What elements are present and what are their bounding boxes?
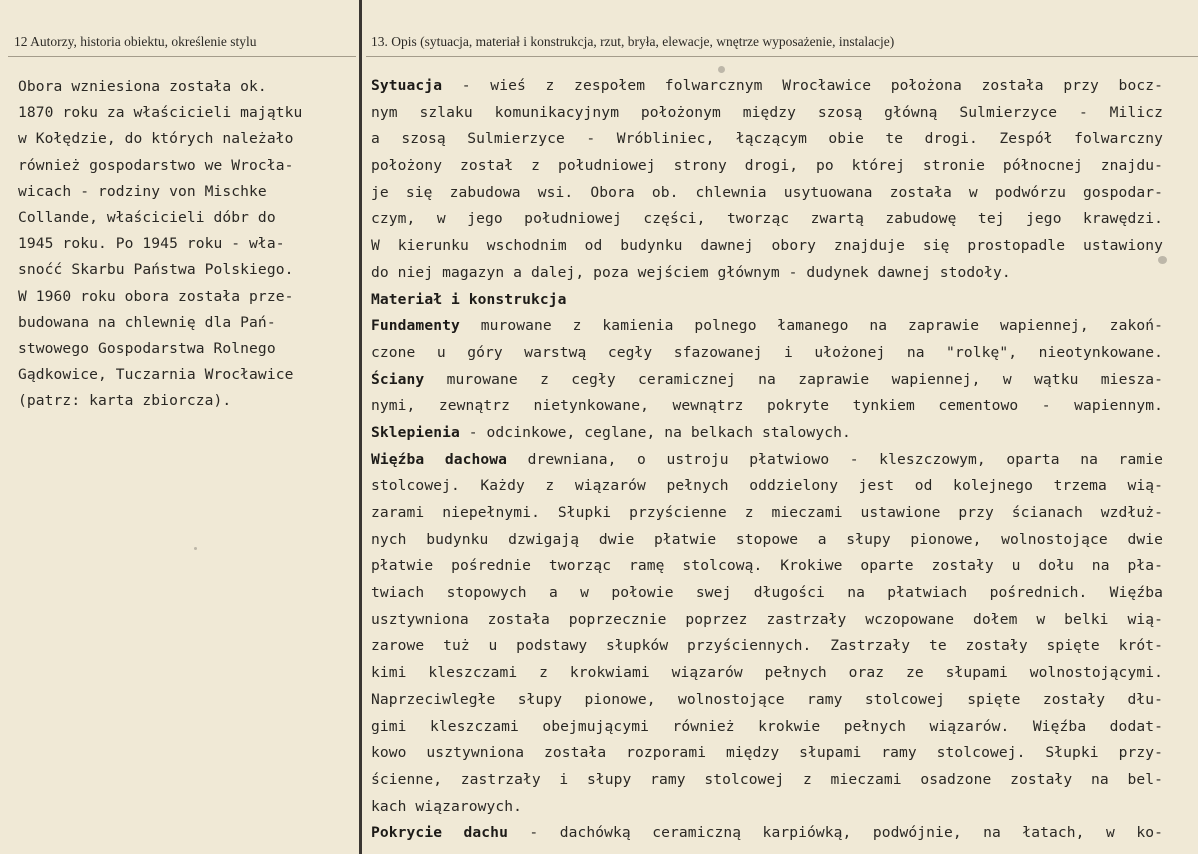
text-line bbox=[371, 553, 1163, 580]
text-line bbox=[371, 367, 1163, 394]
left-column bbox=[0, 0, 362, 854]
ink-speck bbox=[194, 547, 197, 550]
text-line bbox=[371, 740, 1163, 767]
line-text: gimi kleszczami obejmującymi również krokwie pełnych wiązarów. Więźba dodat- bbox=[371, 717, 1163, 735]
text-line bbox=[371, 767, 1163, 794]
line-text: - dachówką ceramiczną karpiówką, podwójnie, na łatach, w ko- bbox=[507, 824, 1163, 842]
line-text: a szosą Sulmierzyce - Wróbliniec, łączącym obie te drogi. Zespół folwarczny bbox=[371, 130, 1163, 148]
line-text: położony został z południowej strony drogi, po której stronie północnej znajdu- bbox=[371, 157, 1163, 175]
line-text: zarami niepełnymi. Słupki przyścienne z mieczami ustawione przy ścianach wzdłuż- bbox=[371, 504, 1163, 521]
text-line bbox=[371, 580, 1163, 607]
text-line bbox=[371, 100, 1163, 127]
text-line bbox=[371, 527, 1163, 554]
text-line bbox=[371, 73, 1163, 100]
text-line: (patrz: karta zbiorcza). bbox=[18, 392, 232, 410]
left-column-header: 12 Autorzy, historia obiektu, określenie stylu bbox=[14, 34, 257, 49]
line-text: ścienne, zastrzały i słupy ramy stolcowej z mieczami osadzone zostały na bel- bbox=[371, 770, 1163, 788]
section-heading: Sklepienia bbox=[371, 423, 460, 441]
text-line bbox=[371, 260, 1163, 287]
text-line bbox=[371, 287, 1163, 314]
text-line: Obora wzniesiona została ok. bbox=[18, 78, 267, 95]
section-heading: Ściany bbox=[371, 370, 425, 388]
line-text: - odcinkowe, ceglane, na belkach stalowych. bbox=[459, 423, 851, 441]
ink-speck bbox=[1158, 256, 1167, 264]
line-text: stolcowej. Każdy z wiązarów pełnych oddzielony jest od kolejnego trzema wią- bbox=[371, 477, 1163, 495]
line-text: drewniana, o ustroju płatwiowo - kleszczowym, oparta na ramie bbox=[507, 450, 1163, 468]
right-column-header: 13. Opis (sytuacja, materiał i konstrukcja, rzut, bryła, elewacje, wnętrze wyposażenie, instalacje) bbox=[371, 34, 895, 49]
line-text: nymi, zewnątrz nietynkowane, wewnątrz pokryte tynkiem cementowo - wapiennym. bbox=[371, 397, 1163, 415]
text-line: budowana na chlewnię dla Pań- bbox=[18, 313, 276, 331]
text-line bbox=[371, 633, 1163, 660]
line-text: murowane z cegły ceramicznej na zaprawie wapiennej, w wątku miesza- bbox=[424, 370, 1163, 388]
text-line bbox=[371, 660, 1163, 687]
text-line: wicach - rodziny von Mischke bbox=[18, 182, 267, 200]
line-text: murowane z kamienia polnego łamanego na zaprawie wapiennej, zakoń- bbox=[459, 317, 1163, 335]
text-line bbox=[371, 233, 1163, 260]
line-text: Naprzeciwległe słupy pionowe, wolnostojące ramy stolcowej spięte zostały dłu- bbox=[371, 690, 1163, 708]
line-text: czym, w jego południowej części, tworząc zwartą zabudowę tej jego krawędzi. bbox=[371, 210, 1163, 228]
line-text: - wieś z zespołem folwarcznym Wrocławice położona została przy bocz- bbox=[442, 77, 1163, 94]
text-line: Gądkowice, Tuczarnia Wrocławice bbox=[18, 366, 294, 384]
text-line: 1945 roku. Po 1945 roku - wła- bbox=[18, 235, 285, 253]
text-line: snoćć Skarbu Państwa Polskiego. bbox=[18, 261, 294, 279]
line-text: je się zabudowa wsi. Obora ob. chlewnia usytuowana została w podwórzu gospodar- bbox=[371, 183, 1163, 201]
section-heading: Sytuacja bbox=[371, 77, 443, 94]
text-line bbox=[371, 820, 1163, 847]
line-text: twiach stopowych a w połowie swej długości na płatwiach pośrednich. Więźba bbox=[371, 584, 1163, 602]
ink-speck bbox=[718, 66, 725, 73]
right-column bbox=[364, 0, 1198, 854]
line-text: nym szlaku komunikacyjnym położonym między szosą główną Sulmierzyce - Milicz bbox=[371, 103, 1163, 121]
text-line bbox=[371, 714, 1163, 741]
line-text: płatwie pośrednie tworząc ramę stolcową. Krokiwe oparte zostały u dołu na pła- bbox=[371, 557, 1163, 575]
text-line: stwowego Gospodarstwa Rolnego bbox=[18, 339, 276, 357]
line-text: kowo usztywniona została rozporami między słupami ramy stolcowej. Słupki przy- bbox=[371, 744, 1163, 762]
text-line: w Kołędzie, do których należało bbox=[18, 130, 294, 148]
text-line bbox=[371, 687, 1163, 714]
text-line bbox=[371, 420, 1163, 447]
left-column-text bbox=[18, 74, 358, 414]
section-heading: Pokrycie dachu bbox=[371, 824, 508, 842]
text-line: 1870 roku za właścicieli majątku bbox=[18, 104, 303, 122]
line-text: zarowe tuż u podstawy słupków przyściennych. Zastrzały te zostały spięte krót- bbox=[371, 637, 1163, 655]
line-text: W kierunku wschodnim od budynku dawnej obory znajduje się prostopadle ustawiony bbox=[371, 237, 1163, 255]
text-line bbox=[371, 447, 1163, 474]
text-line bbox=[371, 153, 1163, 180]
text-line: również gospodarstwo we Wrocła- bbox=[18, 156, 294, 174]
text-line bbox=[371, 794, 1163, 821]
section-heading: Fundamenty bbox=[371, 317, 460, 335]
line-text: do niej magazyn a dalej, poza wejściem głównym - dudynek dawnej stodoły. bbox=[371, 263, 1011, 281]
text-line bbox=[371, 607, 1163, 634]
right-column-text bbox=[371, 73, 1171, 847]
line-text: nych budynku dzwigają dwie płatwie stopowe a słupy pionowe, wolnostojące dwie bbox=[371, 530, 1163, 548]
line-text: czone u góry warstwą cegły sfazowanej i ułożonej na "rolkę", nieotynkowane. bbox=[371, 343, 1163, 361]
left-header-divider bbox=[8, 56, 356, 57]
text-line bbox=[371, 206, 1163, 233]
text-line bbox=[371, 180, 1163, 207]
line-text: usztywniona została poprzecznie poprzez zastrzały wczopowane dołem w belki wią- bbox=[371, 610, 1163, 628]
text-line bbox=[371, 393, 1163, 420]
line-text: kach wiązarowych. bbox=[371, 797, 523, 815]
section-heading: Materiał i konstrukcja bbox=[371, 290, 567, 308]
right-header-divider bbox=[366, 56, 1198, 57]
line-text: kimi kleszczami z krokwiami wiązarów pełnych oraz ze słupami wolnostojącymi. bbox=[371, 664, 1163, 682]
text-line bbox=[371, 500, 1163, 527]
text-line: W 1960 roku obora została prze- bbox=[18, 287, 294, 305]
section-heading: Więźba dachowa bbox=[371, 450, 508, 468]
text-line bbox=[371, 126, 1163, 153]
text-line bbox=[371, 313, 1163, 340]
text-line: Collande, właścicieli dóbr do bbox=[18, 208, 276, 226]
text-line bbox=[371, 473, 1163, 500]
text-line bbox=[371, 340, 1163, 367]
